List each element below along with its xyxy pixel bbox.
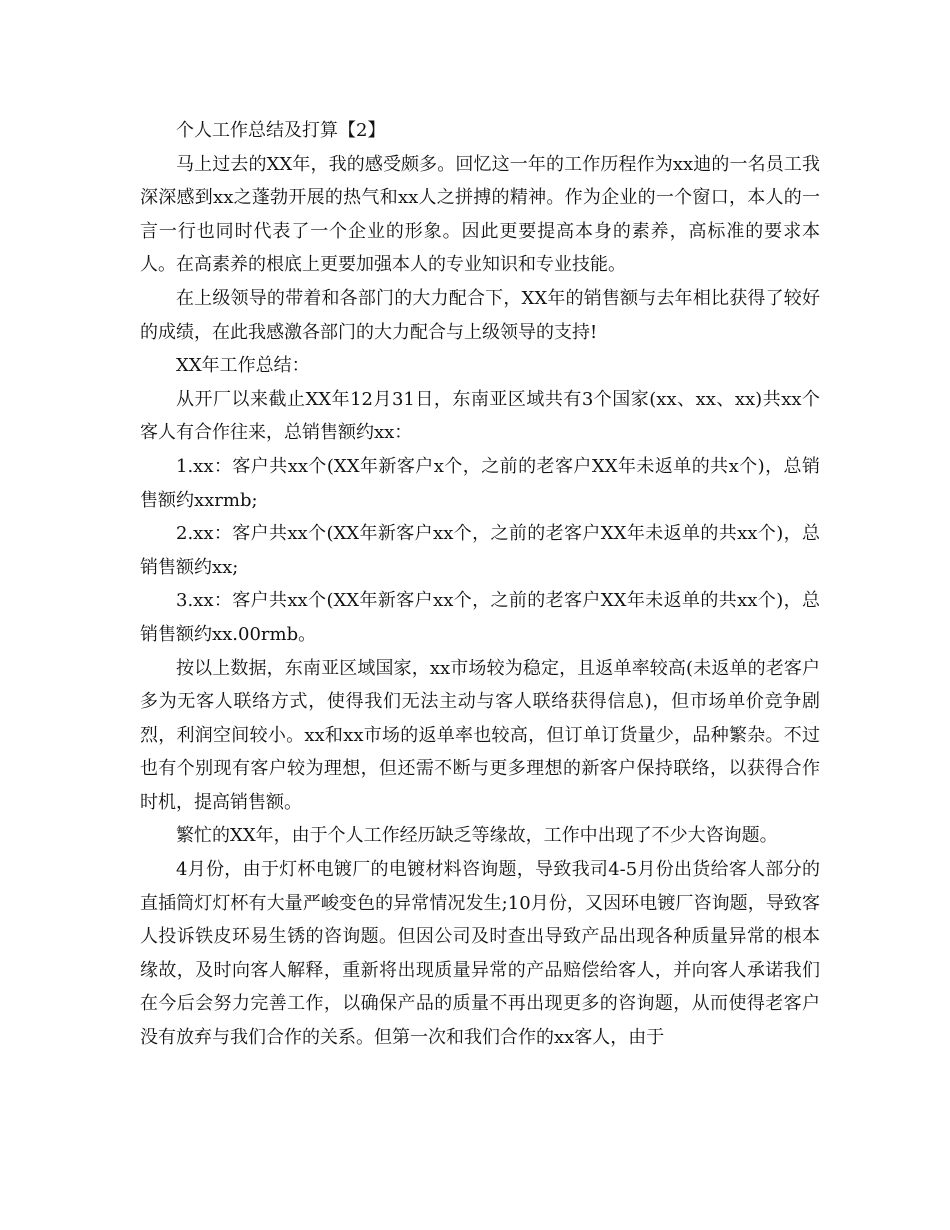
list-item: 1.xx：客户共xx个(XX年新客户x个，之前的老客户XX年未返单的共x个)，总销售额约xxrmb; bbox=[140, 455, 820, 511]
document-title: 个人工作总结及打算【2】 bbox=[176, 120, 386, 141]
paragraph: 按以上数据，东南亚区域国家，xx市场较为稳定，且返单率较高(未返单的老客户多为无客人联络方式，使得我们无法主动与客人联络获得信息)，但市场单价竞争剧烈，利润空间较小。xx和xx市场的返单率也较高，但订单订货量少，品种繁杂。不过也有个别现有客户较为理想，但还需不断与更多理想的新客户保持联络，以获得合作时机，提高销售额。 bbox=[140, 657, 820, 813]
paragraph: 在上级领导的带着和各部门的大力配合下，XX年的销售额与去年相比获得了较好的成绩，在此我感激各部门的大力配合与上级领导的支持! bbox=[140, 287, 820, 343]
list-item: 2.xx：客户共xx个(XX年新客户xx个，之前的老客户XX年未返单的共xx个)，总销售额约xx; bbox=[140, 523, 820, 578]
paragraph: 从开厂以来截止XX年12月31日，东南亚区域共有3个国家(xx、xx、xx)共xx个客人有合作往来，总销售额约xx： bbox=[140, 388, 820, 444]
paragraph: 繁忙的XX年，由于个人工作经历缺乏等缘故，工作中出现了不少大咨询题。 bbox=[176, 825, 778, 847]
paragraph: 马上过去的XX年，我的感受颇多。回忆这一年的工作历程作为xx迪的一名员工我深深感到xx之蓬勃开展的热气和xx人之拼搏的精神。作为企业的一个窗口，本人的一言一行也同时代表了一个企业的形象。因此更要提高本身的素养，高标准的要求本人。在高素养的根底上更要加强本人的专业知识和专业技能。 bbox=[140, 153, 820, 276]
section-heading: XX年工作总结： bbox=[176, 355, 310, 377]
paragraph: 4月份，由于灯杯电镀厂的电镀材料咨询题，导致我司4-5月份出货给客人部分的直插筒灯灯杯有大量严峻变色的异常情况发生;10月份，又因环电镀厂咨询题，导致客人投诉铁皮环易生锈的咨询题。但因公司及时查出导致产品出现各种质量异常的根本缘故，及时向客人解释，重新将出现质量异常的产品赔偿给客人，并向客人承诺我们在今后会努力完善工作，以确保产品的质量不再出现更多的咨询题，从而使得老客户没有放弃与我们合作的关系。但第一次和我们合作的xx客人，由于 bbox=[140, 859, 820, 1049]
document-body bbox=[140, 114, 820, 1055]
list-item: 3.xx：客户共xx个(XX年新客户xx个，之前的老客户XX年未返单的共xx个)，总销售额约xx.00rmb。 bbox=[140, 590, 820, 645]
